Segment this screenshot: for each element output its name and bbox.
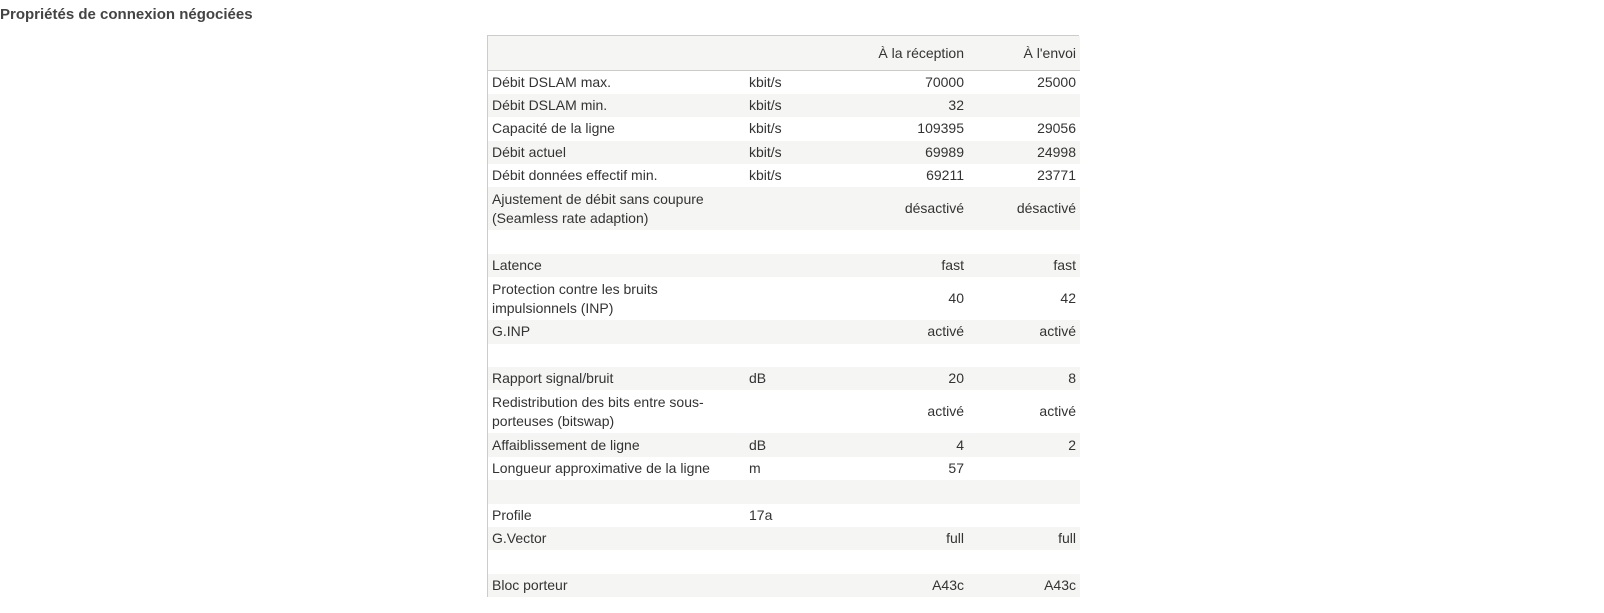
row-envoi-value: 23771 bbox=[1037, 167, 1076, 184]
row-label: Latence bbox=[492, 257, 542, 274]
row-unit bbox=[745, 320, 835, 343]
row-envoi-value: désactivé bbox=[1016, 200, 1076, 217]
row-unit: dB bbox=[749, 370, 767, 387]
table-row bbox=[488, 390, 1080, 433]
row-unit bbox=[745, 344, 835, 367]
row-label: Protection contre les bruits impulsionnels (INP) bbox=[492, 280, 658, 316]
row-reception-value: full bbox=[946, 530, 964, 547]
row-label bbox=[488, 480, 745, 503]
table-row bbox=[488, 141, 1080, 164]
row-unit bbox=[745, 574, 835, 597]
table-row-spacer bbox=[488, 550, 1080, 573]
row-envoi-value bbox=[968, 230, 1080, 253]
row-envoi-value bbox=[968, 504, 1080, 527]
row-reception-value: 70000 bbox=[925, 73, 964, 90]
row-reception-value: 40 bbox=[948, 290, 964, 307]
row-unit: kbit/s bbox=[749, 97, 782, 114]
row-envoi-value: 2 bbox=[1068, 436, 1076, 453]
row-label: Affaiblissement de ligne bbox=[492, 436, 640, 453]
row-reception-value bbox=[835, 504, 968, 527]
row-envoi-value: full bbox=[1058, 530, 1076, 547]
row-label: Rapport signal/bruit bbox=[492, 370, 614, 387]
table-row bbox=[488, 254, 1080, 277]
row-unit bbox=[745, 277, 835, 320]
row-reception-value: activé bbox=[927, 323, 964, 340]
table-row-spacer bbox=[488, 344, 1080, 367]
table-row bbox=[488, 574, 1080, 597]
row-unit: dB bbox=[749, 436, 767, 453]
table-body bbox=[488, 71, 1080, 598]
row-label: Débit données effectif min. bbox=[492, 167, 658, 184]
row-envoi-value: activé bbox=[1039, 323, 1076, 340]
connection-properties-table bbox=[487, 35, 1079, 597]
row-reception-value: 57 bbox=[948, 459, 964, 476]
row-reception-value: 109395 bbox=[917, 120, 964, 137]
row-envoi-value bbox=[968, 550, 1080, 573]
row-reception-value: 69211 bbox=[926, 167, 964, 184]
header-reception: À la réception bbox=[835, 36, 968, 71]
row-unit: kbit/s bbox=[749, 73, 782, 90]
row-reception-value: 20 bbox=[948, 370, 964, 387]
row-label: Débit DSLAM max. bbox=[492, 73, 612, 90]
table-row bbox=[488, 164, 1080, 187]
table-row bbox=[488, 187, 1080, 230]
row-label: Bloc porteur bbox=[492, 576, 568, 593]
row-label: G.INP bbox=[492, 323, 531, 340]
table-header bbox=[488, 36, 1080, 71]
row-label: Longueur approximative de la ligne bbox=[492, 459, 710, 476]
table-row bbox=[488, 527, 1080, 550]
row-envoi-value bbox=[968, 457, 1080, 480]
row-reception-value: fast bbox=[941, 257, 964, 274]
row-envoi-value: 24998 bbox=[1037, 143, 1076, 160]
row-envoi-value: activé bbox=[1039, 403, 1076, 420]
row-envoi-value: 8 bbox=[1068, 370, 1076, 387]
row-reception-value: activé bbox=[927, 403, 964, 420]
header-label bbox=[488, 36, 745, 71]
header-unit bbox=[745, 36, 835, 71]
row-unit bbox=[745, 550, 835, 573]
table-row-spacer bbox=[488, 480, 1080, 503]
properties-table bbox=[488, 36, 1080, 597]
row-unit: kbit/s bbox=[749, 120, 782, 137]
row-label: Ajustement de débit sans coupure (Seamless rate adaption) bbox=[492, 190, 704, 226]
table-row bbox=[488, 71, 1080, 94]
row-label bbox=[488, 230, 745, 253]
table-row-spacer bbox=[488, 230, 1080, 253]
table-row bbox=[488, 117, 1080, 140]
row-reception-value bbox=[835, 480, 968, 503]
row-unit bbox=[745, 390, 835, 433]
row-label: G.Vector bbox=[492, 530, 547, 547]
header-row bbox=[488, 36, 1080, 71]
table-row bbox=[488, 433, 1080, 456]
row-unit bbox=[745, 480, 835, 503]
row-unit: kbit/s bbox=[749, 143, 782, 160]
row-label: Débit DSLAM min. bbox=[492, 97, 608, 114]
row-unit bbox=[745, 527, 835, 550]
table-row bbox=[488, 457, 1080, 480]
row-unit: m bbox=[749, 459, 761, 476]
table-row bbox=[488, 367, 1080, 390]
table-row bbox=[488, 320, 1080, 343]
row-unit bbox=[745, 230, 835, 253]
row-reception-value bbox=[835, 230, 968, 253]
row-reception-value: 4 bbox=[956, 436, 964, 453]
row-reception-value bbox=[835, 550, 968, 573]
header-envoi: À l'envoi bbox=[968, 36, 1080, 71]
row-unit: 17a bbox=[749, 506, 773, 523]
row-unit bbox=[745, 187, 835, 230]
row-label: Redistribution des bits entre sous-porteuses (bitswap) bbox=[492, 393, 704, 429]
table-row bbox=[488, 504, 1080, 527]
row-label: Capacité de la ligne bbox=[492, 120, 615, 137]
row-reception-value bbox=[835, 344, 968, 367]
page-title: Propriétés de connexion négociées bbox=[0, 6, 253, 23]
row-envoi-value: A43c bbox=[1044, 576, 1076, 593]
row-reception-value: A43c bbox=[932, 576, 964, 593]
row-envoi-value bbox=[968, 480, 1080, 503]
row-reception-value: désactivé bbox=[904, 200, 964, 217]
row-reception-value: 69989 bbox=[925, 143, 964, 160]
row-label bbox=[488, 344, 745, 367]
row-label bbox=[488, 550, 745, 573]
row-envoi-value bbox=[968, 94, 1080, 117]
row-envoi-value bbox=[968, 344, 1080, 367]
row-unit bbox=[745, 254, 835, 277]
table-row bbox=[488, 94, 1080, 117]
row-envoi-value: 25000 bbox=[1037, 73, 1076, 90]
row-envoi-value: 29056 bbox=[1037, 120, 1076, 137]
row-reception-value: 32 bbox=[948, 97, 964, 114]
row-label: Profile bbox=[492, 506, 532, 523]
row-envoi-value: 42 bbox=[1060, 290, 1076, 307]
row-unit: kbit/s bbox=[749, 167, 782, 184]
row-label: Débit actuel bbox=[492, 143, 566, 160]
table-row bbox=[488, 277, 1080, 320]
row-envoi-value: fast bbox=[1053, 257, 1076, 274]
